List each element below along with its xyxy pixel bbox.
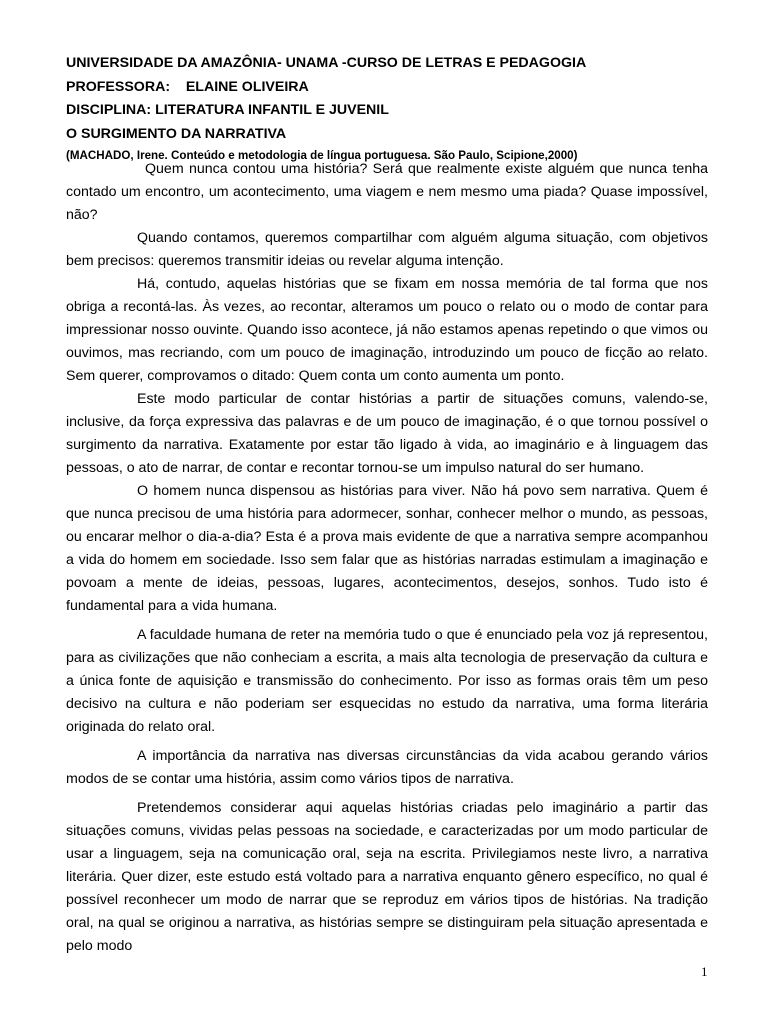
document-title: O SURGIMENTO DA NARRATIVA bbox=[66, 125, 287, 142]
paragraph-4: Este modo particular de contar histórias a partir de situações comuns, valendo-se, inclusive, da força expressiva das palavras e de um pouco de imaginação, é o que tornou possível o surgimento da narrativa. Exatamente por estar tão ligado à vida, ao imaginário e à linguagem das pessoas, o ato de narrar, de contar e recontar tornou-se um impulso natural do ser humano. bbox=[66, 391, 708, 476]
paragraph-2: Quando contamos, queremos compartilhar com alguém alguma situação, com objetivos bem precisos: queremos transmitir ideias ou revelar alguma intenção. bbox=[66, 230, 708, 269]
professor-heading: PROFESSORA: ELAINE OLIVEIRA bbox=[66, 78, 309, 95]
paragraph-7: A importância da narrativa nas diversas circunstâncias da vida acabou gerando vários modos de se contar uma história, assim como vários tipos de narrativa. bbox=[66, 748, 708, 787]
paragraph-6: A faculdade humana de reter na memória tudo o que é enunciado pela voz já representou, para as civilizações que não conheciam a escrita, a mais alta tecnologia de preservação da cultura e a única fonte de aquisição e transmissão do conhecimento. Por isso as formas orais têm um peso decisivo na cultura e não poderiam ser esquecidas no estudo da narrativa, uma forma literária originada do relato oral. bbox=[66, 627, 708, 735]
university-heading: UNIVERSIDADE DA AMAZÔNIA- UNAMA -CURSO DE LETRAS E PEDAGOGIA bbox=[66, 55, 587, 71]
document-header bbox=[66, 52, 716, 166]
page-number: 1 bbox=[701, 964, 708, 979]
paragraph-1: Quem nunca contou uma história? Será que realmente existe alguém que nunca tenha contado um encontro, um acontecimento, uma viagem e nem mesmo uma piada? Quase impossível, não? bbox=[66, 161, 708, 223]
paragraph-5: O homem nunca dispensou as histórias para viver. Não há povo sem narrativa. Quem é que nunca precisou de uma história para adormecer, sonhar, conhecer melhor o mundo, as pessoas, ou encarar melhor o dia-a-dia? Esta é a prova mais evidente de que a narrativa sempre acompanhou a vida do homem em sociedade. Isso sem falar que as histórias narradas estimulam a imaginação e povoam a mente de ideias, pessoas, lugares, acontecimentos, desejos, sonhos. Tudo isto é fundamental para a vida humana. bbox=[66, 483, 708, 614]
paragraph-8: Pretendemos considerar aqui aquelas histórias criadas pelo imaginário a partir das situações comuns, vividas pelas pessoas na sociedade, e caracterizadas por um modo particular de usar a linguagem, seja na comunicação oral, seja na escrita. Privilegiamos neste livro, a narrativa literária. Quer dizer, este estudo está voltado para a narrativa enquanto gênero específico, no qual é possível reconhecer um modo de narrar que se reproduz em vários tipos de histórias. Na tradição oral, na qual se originou a narrativa, as histórias sempre se distinguiram pela situação apresentada e pelo modo bbox=[66, 800, 708, 954]
discipline-heading: DISCIPLINA: LITERATURA INFANTIL E JUVENIL bbox=[66, 102, 389, 118]
document-body bbox=[66, 158, 708, 958]
paragraph-3: Há, contudo, aquelas histórias que se fixam em nossa memória de tal forma que nos obriga a recontá-las. Às vezes, ao recontar, alteramos um pouco o relato ou o modo de contar para impressionar nosso ouvinte. Quando isso acontece, já não estamos apenas repetindo o que vimos ou ouvimos, mas recriando, com um pouco de imaginação, introduzindo um pouco de ficção ao relato. Sem querer, comprovamos o ditado: Quem conta um conto aumenta um ponto. bbox=[66, 276, 708, 384]
citation: (MACHADO, Irene. Conteúdo e metodologia de língua portuguesa. São Paulo, Scipione,2000) bbox=[66, 149, 578, 162]
